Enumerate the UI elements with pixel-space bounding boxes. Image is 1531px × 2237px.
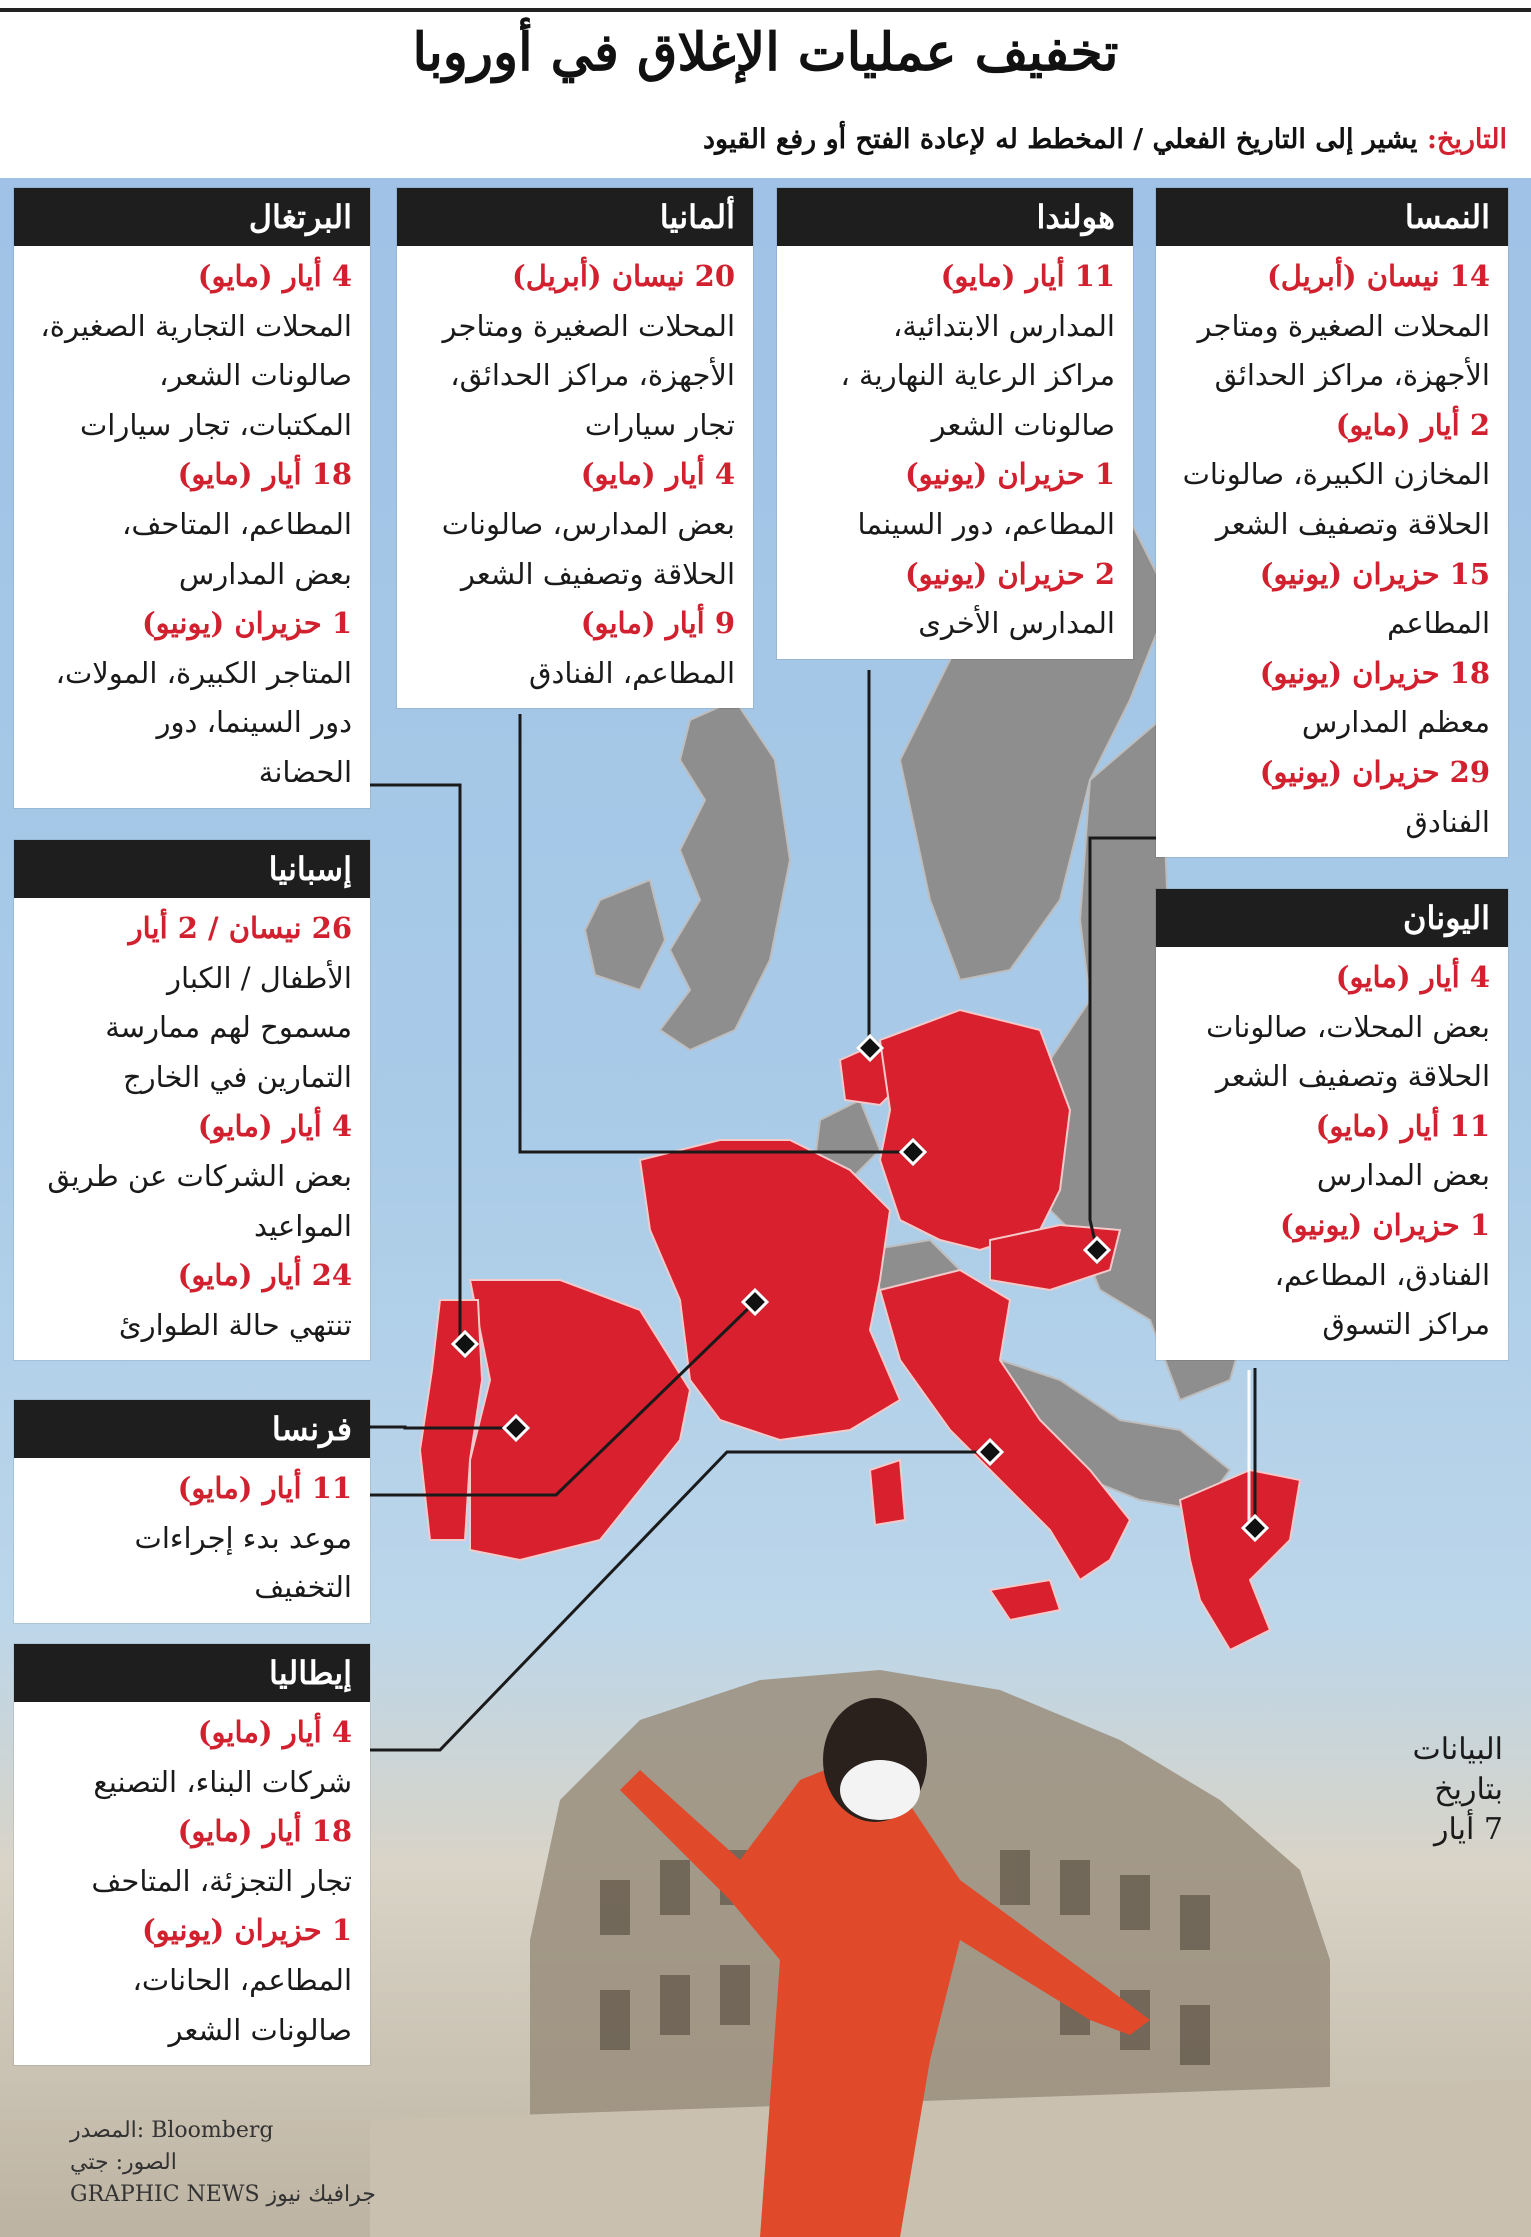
country-header-portugal: البرتغال bbox=[14, 188, 370, 246]
country-box-france bbox=[14, 1400, 370, 1623]
country-details-portugal bbox=[14, 246, 370, 808]
measure-line: شركات البناء، التصنيع bbox=[93, 1764, 352, 1799]
note-line-3: 7 أيار bbox=[1434, 1812, 1503, 1847]
source-data: المصدر: Bloomberg bbox=[70, 2118, 274, 2143]
measure-line: المدارس الأخرى bbox=[918, 606, 1115, 641]
measure-line: المتاجر الكبيرة، المولات، bbox=[55, 655, 352, 690]
date-line: 15 حزيران (يونيو) bbox=[1259, 556, 1490, 591]
measure-line: المحلات الصغيرة ومتاجر bbox=[1197, 308, 1490, 343]
greece-shape bbox=[1180, 1470, 1300, 1650]
date-line: 4 أيار (مايو) bbox=[197, 1715, 352, 1749]
page-subtitle bbox=[703, 124, 1507, 155]
measure-line: الأجهزة، مراكز الحدائق، bbox=[450, 358, 735, 393]
country-header-austria: النمسا bbox=[1156, 188, 1508, 246]
page-title: تخفيف عمليات الإغلاق في أوروبا bbox=[412, 22, 1119, 83]
connector-spain bbox=[370, 1427, 516, 1428]
date-line: 14 نيسان (أبريل) bbox=[1267, 259, 1490, 293]
country-box-austria bbox=[1156, 188, 1508, 857]
country-header-germany: ألمانيا bbox=[397, 188, 753, 246]
date-line: 11 أيار (مايو) bbox=[1315, 1108, 1490, 1143]
measure-line: الأطفال / الكبار bbox=[167, 960, 352, 995]
sardinia-shape bbox=[870, 1460, 905, 1525]
date-line: 11 أيار (مايو) bbox=[177, 1471, 352, 1505]
measure-line: المخازن الكبيرة، صالونات bbox=[1182, 457, 1490, 492]
ireland-shape bbox=[585, 880, 665, 990]
country-details-austria bbox=[1156, 246, 1508, 857]
country-header-france: فرنسا bbox=[14, 1400, 370, 1458]
measure-line: المواعيد bbox=[254, 1208, 352, 1243]
date-line: 1 حزيران (يونيو) bbox=[904, 457, 1115, 492]
measure-line: مسموح لهم ممارسة bbox=[105, 1010, 352, 1045]
country-box-portugal bbox=[14, 188, 370, 808]
date-line: 1 حزيران (يونيو) bbox=[141, 606, 352, 641]
date-line: 11 أيار (مايو) bbox=[940, 259, 1115, 293]
measure-line: المطاعم، الحانات، bbox=[132, 1962, 352, 1997]
date-line: 4 أيار (مايو) bbox=[580, 457, 735, 492]
measure-line: مراكز الرعاية النهارية ، bbox=[840, 358, 1115, 393]
country-box-greece bbox=[1156, 889, 1508, 1360]
date-line: 2 أيار (مايو) bbox=[1335, 407, 1490, 442]
date-line: 18 أيار (مايو) bbox=[177, 457, 352, 492]
date-line: 1 حزيران (يونيو) bbox=[1279, 1207, 1490, 1242]
connector-portugal bbox=[370, 785, 464, 1344]
date-line: 26 نيسان / 2 أيار bbox=[128, 911, 352, 945]
date-line: 20 نيسان (أبريل) bbox=[512, 259, 735, 293]
spain-shape bbox=[470, 1280, 690, 1560]
measure-line: المدارس الابتدائية، bbox=[893, 308, 1115, 343]
date-line: 4 أيار (مايو) bbox=[197, 1109, 352, 1144]
date-line: 2 حزيران (يونيو) bbox=[904, 556, 1115, 591]
measure-line: الحلاقة وتصفيف الشعر bbox=[460, 556, 735, 591]
note-line-1: البيانات bbox=[1412, 1732, 1503, 1767]
country-details-italy bbox=[14, 1702, 370, 2065]
country-header-netherlands: هولندا bbox=[777, 188, 1133, 246]
country-details-france bbox=[14, 1458, 370, 1623]
top-rule bbox=[0, 8, 1531, 12]
country-header-greece: اليونان bbox=[1156, 889, 1508, 947]
measure-line: التخفيف bbox=[254, 1570, 352, 1605]
measure-line: مراكز التسوق bbox=[1322, 1307, 1490, 1342]
measure-line: بعض المدارس bbox=[178, 556, 352, 591]
date-line: 4 أيار (مايو) bbox=[197, 259, 352, 293]
britain-shape bbox=[660, 700, 790, 1050]
date-line: 1 حزيران (يونيو) bbox=[141, 1913, 352, 1948]
measure-line: الأجهزة، مراكز الحدائق bbox=[1214, 358, 1490, 393]
measure-line: المطاعم، المتاحف، bbox=[121, 506, 352, 541]
country-box-germany bbox=[397, 188, 753, 708]
source-credits bbox=[70, 2115, 376, 2211]
measure-line: المحلات الصغيرة ومتاجر bbox=[442, 308, 735, 343]
measure-line: تجار التجزئة، المتاحف bbox=[91, 1863, 352, 1898]
country-header-italy: إيطاليا bbox=[14, 1644, 370, 1702]
measure-line: معظم المدارس bbox=[1301, 705, 1490, 740]
sicily-shape bbox=[990, 1580, 1060, 1620]
measure-line: صالونات الشعر bbox=[168, 2012, 352, 2047]
subtitle-label: التاريخ: bbox=[1426, 124, 1507, 155]
data-date-note bbox=[1413, 1730, 1503, 1850]
measure-line: صالونات الشعر، bbox=[159, 358, 352, 393]
country-box-netherlands bbox=[777, 188, 1133, 659]
measure-line: بعض المدارس، صالونات bbox=[441, 506, 735, 541]
measure-line: صالونات الشعر bbox=[931, 407, 1115, 442]
date-line: 9 أيار (مايو) bbox=[580, 606, 735, 641]
measure-line: بعض المدارس bbox=[1316, 1158, 1490, 1193]
country-details-germany bbox=[397, 246, 753, 708]
measure-line: الفنادق، المطاعم، bbox=[1274, 1257, 1490, 1292]
subtitle-text: يشير إلى التاريخ الفعلي / المخطط له لإعادة الفتح أو رفع القيود bbox=[702, 124, 1418, 155]
measure-line: تجار سيارات bbox=[584, 407, 735, 442]
connector-netherlands bbox=[866, 670, 869, 1048]
measure-line: تنتهي حالة الطوارئ bbox=[118, 1307, 352, 1342]
measure-line: المطاعم bbox=[1387, 606, 1490, 641]
country-box-spain bbox=[14, 840, 370, 1360]
measure-line: المطاعم، دور السينما bbox=[857, 506, 1115, 541]
measure-line: موعد بدء إجراءات bbox=[134, 1520, 352, 1555]
measure-line: الحلاقة وتصفيف الشعر bbox=[1215, 506, 1490, 541]
country-details-greece bbox=[1156, 947, 1508, 1360]
measure-line: المكتبات، تجار سيارات bbox=[80, 407, 352, 442]
country-header-spain: إسبانيا bbox=[14, 840, 370, 898]
measure-line: بعض الشركات عن طريق bbox=[47, 1158, 352, 1193]
date-line: 18 أيار (مايو) bbox=[177, 1814, 352, 1849]
date-line: 18 حزيران (يونيو) bbox=[1259, 655, 1490, 690]
date-line: 29 حزيران (يونيو) bbox=[1259, 754, 1490, 789]
measure-line: الفنادق bbox=[1405, 804, 1490, 839]
note-line-2: بتاريخ bbox=[1434, 1772, 1503, 1807]
date-line: 24 أيار (مايو) bbox=[177, 1258, 352, 1293]
measure-line: التمارين في الخارج bbox=[122, 1059, 352, 1094]
source-photos: الصور: جتي bbox=[70, 2150, 177, 2175]
country-box-italy bbox=[14, 1644, 370, 2065]
country-details-netherlands bbox=[777, 246, 1133, 659]
germany-shape bbox=[880, 1010, 1070, 1250]
measure-line: الحضانة bbox=[258, 754, 352, 789]
measure-line: بعض المحلات، صالونات bbox=[1206, 1009, 1490, 1044]
country-details-spain bbox=[14, 898, 370, 1360]
measure-line: المحلات التجارية الصغيرة، bbox=[40, 308, 352, 343]
source-brand: GRAPHIC NEWS جرافيك نيوز bbox=[70, 2182, 376, 2207]
measure-line: دور السينما، دور bbox=[156, 705, 352, 740]
measure-line: المطاعم، الفنادق bbox=[528, 655, 735, 690]
date-line: 4 أيار (مايو) bbox=[1335, 960, 1490, 994]
face-mask bbox=[840, 1760, 920, 1820]
measure-line: الحلاقة وتصفيف الشعر bbox=[1215, 1059, 1490, 1094]
